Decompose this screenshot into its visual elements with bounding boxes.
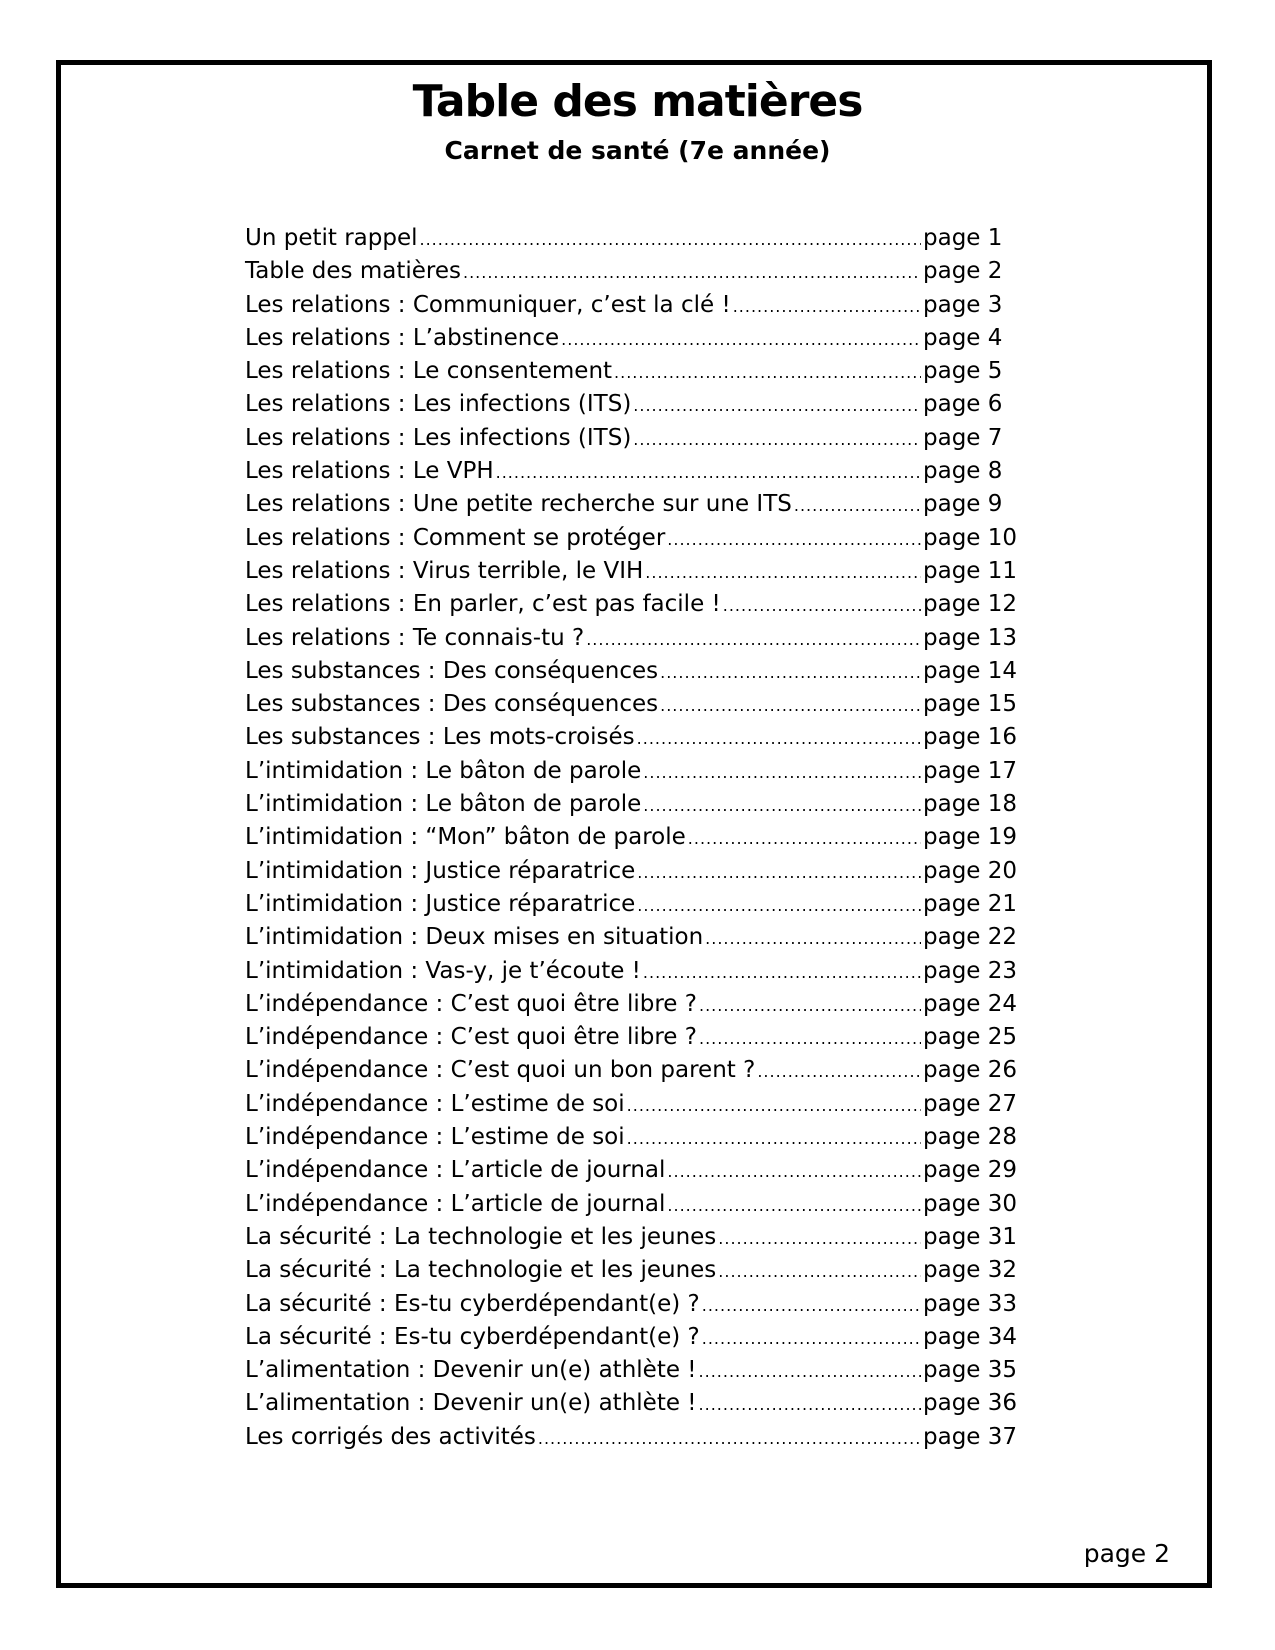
toc-entry-page: page 3 xyxy=(923,291,1003,318)
toc-entry xyxy=(245,655,1018,688)
dot-leader xyxy=(643,756,921,789)
toc-entry xyxy=(245,1387,1018,1420)
page-number: page 2 xyxy=(1083,1539,1170,1568)
dot-leader xyxy=(627,1089,921,1122)
toc-entry xyxy=(245,1188,1018,1221)
toc-entry-title: Les relations : Les infections (ITS) xyxy=(245,424,632,451)
dot-leader xyxy=(667,1189,921,1222)
toc-entry-title: Table des matières xyxy=(245,258,461,285)
toc-entry xyxy=(245,555,1018,588)
toc-entry xyxy=(245,355,1013,388)
toc-entry xyxy=(245,721,1018,754)
dot-leader xyxy=(699,989,921,1022)
toc-entry xyxy=(245,622,1018,655)
dot-leader xyxy=(637,856,921,889)
page-title: Table des matières xyxy=(412,76,863,127)
toc-entry-title: Un petit rappel xyxy=(245,225,418,251)
toc-entry xyxy=(245,1088,1018,1121)
toc-entry-title: La sécurité : Es-tu cyberdépendant(e) ? xyxy=(245,1323,700,1350)
dot-leader xyxy=(496,456,921,489)
dot-leader xyxy=(699,1355,921,1388)
toc-entry-page: page 1 xyxy=(923,225,1003,251)
toc-entry-page: page 25 xyxy=(923,1024,1018,1051)
toc-entry-page: page 36 xyxy=(923,1390,1018,1417)
toc-entry xyxy=(245,289,1013,322)
toc-entry xyxy=(245,955,1018,988)
toc-entry-page: page 17 xyxy=(923,757,1018,784)
toc-entry-page: page 16 xyxy=(923,724,1018,751)
toc-entry xyxy=(245,688,1018,721)
dot-leader xyxy=(645,556,921,589)
toc-entry-title: Les relations : Te connais-tu ? xyxy=(245,624,585,651)
dot-leader xyxy=(463,256,921,289)
toc-entry-page: page 8 xyxy=(923,458,1003,485)
toc-entry-title: Les relations : Les infections (ITS) xyxy=(245,391,632,418)
dot-leader xyxy=(705,922,921,955)
toc-entry-page: page 28 xyxy=(923,1124,1018,1151)
toc-entry xyxy=(245,1121,1018,1154)
toc-entry-title: Les substances : Les mots-croisés xyxy=(245,724,635,751)
toc-entry xyxy=(245,1288,1018,1321)
dot-leader xyxy=(702,1289,921,1322)
toc-entry-page: page 13 xyxy=(923,624,1018,651)
toc-entry-page: page 31 xyxy=(923,1223,1018,1250)
toc-entry-page: page 26 xyxy=(923,1057,1018,1084)
toc-entry xyxy=(245,888,1018,921)
toc-entry-title: L’alimentation : Devenir un(e) athlète ! xyxy=(245,1390,697,1417)
toc-entry-title: L’indépendance : L’article de journal xyxy=(245,1157,666,1184)
toc-entry-page: page 33 xyxy=(923,1290,1018,1317)
dot-leader xyxy=(733,290,921,323)
toc-entry xyxy=(245,1154,1018,1187)
dot-leader xyxy=(586,623,921,656)
toc-entry xyxy=(245,1054,1018,1087)
dot-leader xyxy=(660,689,921,722)
dot-leader xyxy=(637,889,921,922)
dot-leader xyxy=(420,223,922,256)
toc-entry-title: Les relations : Le VPH xyxy=(245,458,494,485)
toc-entry xyxy=(245,988,1018,1021)
dot-leader xyxy=(794,489,921,522)
toc-entry xyxy=(245,455,1013,488)
toc-entry xyxy=(245,522,1018,555)
toc-entry-page: page 34 xyxy=(923,1323,1018,1350)
dot-leader xyxy=(718,1222,921,1255)
toc-entry xyxy=(245,388,1013,421)
toc-entry-title: Les substances : Des conséquences xyxy=(245,657,659,684)
toc-entry xyxy=(245,755,1018,788)
dot-leader xyxy=(699,1022,921,1055)
toc-entry-title: L’intimidation : Le bâton de parole xyxy=(245,791,642,818)
dot-leader xyxy=(688,822,921,855)
dot-leader xyxy=(627,1122,921,1155)
toc-entry xyxy=(245,788,1018,821)
dot-leader xyxy=(614,356,921,389)
toc-entry-page: page 21 xyxy=(923,890,1018,917)
toc-entry-title: L’indépendance : L’estime de soi xyxy=(245,1124,625,1151)
dot-leader xyxy=(660,656,921,689)
toc-entry-title: Les relations : Une petite recherche sur une ITS xyxy=(245,491,792,518)
toc-entry-page: page 4 xyxy=(923,324,1003,351)
toc-entry xyxy=(245,1021,1018,1054)
dot-leader xyxy=(667,1155,921,1188)
toc-entry-title: L’indépendance : C’est quoi être libre ? xyxy=(245,1024,697,1051)
toc-entry-page: page 18 xyxy=(923,791,1018,818)
toc-entry-page: page 29 xyxy=(923,1157,1018,1184)
toc-entry-page: page 10 xyxy=(923,524,1018,551)
toc-entry-title: L’intimidation : Le bâton de parole xyxy=(245,757,642,784)
toc-entry-page: page 5 xyxy=(923,358,1003,385)
toc-entry-title: Les relations : Le consentement xyxy=(245,358,613,385)
toc-entry-title: L’intimidation : Justice réparatrice xyxy=(245,857,636,884)
toc-entry-title: Les relations : Comment se protéger xyxy=(245,524,666,551)
page-subtitle: Carnet de santé (7e année) xyxy=(444,136,831,165)
toc-entry-page: page 11 xyxy=(923,557,1018,584)
toc-entry xyxy=(245,322,1013,355)
toc-entry-title: L’indépendance : C’est quoi être libre ? xyxy=(245,990,697,1017)
toc-entry-title: L’intimidation : Deux mises en situation xyxy=(245,924,704,951)
toc-entry-page: page 19 xyxy=(923,824,1018,851)
toc-entry-page: page 7 xyxy=(923,424,1003,451)
dot-leader xyxy=(637,722,921,755)
dot-leader xyxy=(643,956,921,989)
toc-entry-title: La sécurité : La technologie et les jeunes xyxy=(245,1223,717,1250)
toc-entry-title: L’intimidation : Justice réparatrice xyxy=(245,890,636,917)
toc-entry-page: page 15 xyxy=(923,691,1018,718)
toc-entry-page: page 30 xyxy=(923,1190,1018,1217)
toc-entry xyxy=(245,1321,1018,1354)
toc-entry-title: Les relations : En parler, c’est pas facile ! xyxy=(245,591,721,618)
toc-entry-title: L’alimentation : Devenir un(e) athlète ! xyxy=(245,1357,697,1384)
dot-leader xyxy=(633,423,921,456)
toc-entry-title: L’indépendance : L’estime de soi xyxy=(245,1090,625,1117)
toc-entry-title: L’intimidation : “Mon” bâton de parole xyxy=(245,824,686,851)
toc-entry xyxy=(245,921,1018,954)
dot-leader xyxy=(633,389,921,422)
dot-leader xyxy=(538,1422,921,1455)
toc-entry xyxy=(245,1421,1018,1454)
dot-leader xyxy=(757,1055,921,1088)
dot-leader xyxy=(699,1388,921,1421)
table-of-contents xyxy=(245,222,1018,1454)
toc-entry-title: L’intimidation : Vas-y, je t’écoute ! xyxy=(245,957,641,984)
toc-entry-page: page 20 xyxy=(923,857,1018,884)
toc-entry-title: Les corrigés des activités xyxy=(245,1423,536,1450)
toc-entry-title: La sécurité : Es-tu cyberdépendant(e) ? xyxy=(245,1290,700,1317)
toc-entry xyxy=(245,488,1013,521)
toc-entry xyxy=(245,821,1018,854)
toc-entry-page: page 27 xyxy=(923,1090,1018,1117)
toc-entry-title: Les relations : Virus terrible, le VIH xyxy=(245,557,644,584)
toc-entry xyxy=(245,855,1018,888)
toc-entry-title: La sécurité : La technologie et les jeunes xyxy=(245,1257,717,1284)
toc-entry-page: page 32 xyxy=(923,1257,1018,1284)
toc-entry-title: Les relations : L’abstinence xyxy=(245,324,560,351)
toc-entry-page: page 6 xyxy=(923,391,1003,418)
toc-entry xyxy=(245,222,1013,255)
toc-entry-page: page 9 xyxy=(923,491,1003,518)
toc-entry xyxy=(245,1354,1018,1387)
toc-entry-title: L’indépendance : C’est quoi un bon parent ? xyxy=(245,1057,756,1084)
dot-leader xyxy=(561,323,921,356)
toc-entry-title: Les relations : Communiquer, c’est la clé ! xyxy=(245,291,731,318)
toc-entry-page: page 23 xyxy=(923,957,1018,984)
dot-leader xyxy=(667,523,921,556)
toc-entry-title: L’indépendance : L’article de journal xyxy=(245,1190,666,1217)
toc-entry-page: page 14 xyxy=(923,657,1018,684)
toc-entry-page: page 37 xyxy=(923,1423,1018,1450)
toc-entry xyxy=(245,1221,1018,1254)
dot-leader xyxy=(723,589,921,622)
toc-entry xyxy=(245,1254,1018,1287)
dot-leader xyxy=(702,1322,921,1355)
toc-entry-page: page 24 xyxy=(923,990,1018,1017)
toc-entry xyxy=(245,422,1013,455)
toc-entry-page: page 2 xyxy=(923,258,1003,285)
dot-leader xyxy=(718,1255,921,1288)
toc-entry xyxy=(245,588,1018,621)
toc-entry-page: page 22 xyxy=(923,924,1018,951)
toc-entry xyxy=(245,255,1013,288)
toc-entry-page: page 12 xyxy=(923,591,1018,618)
toc-entry-title: Les substances : Des conséquences xyxy=(245,691,659,718)
toc-entry-page: page 35 xyxy=(923,1357,1018,1384)
dot-leader xyxy=(643,789,921,822)
